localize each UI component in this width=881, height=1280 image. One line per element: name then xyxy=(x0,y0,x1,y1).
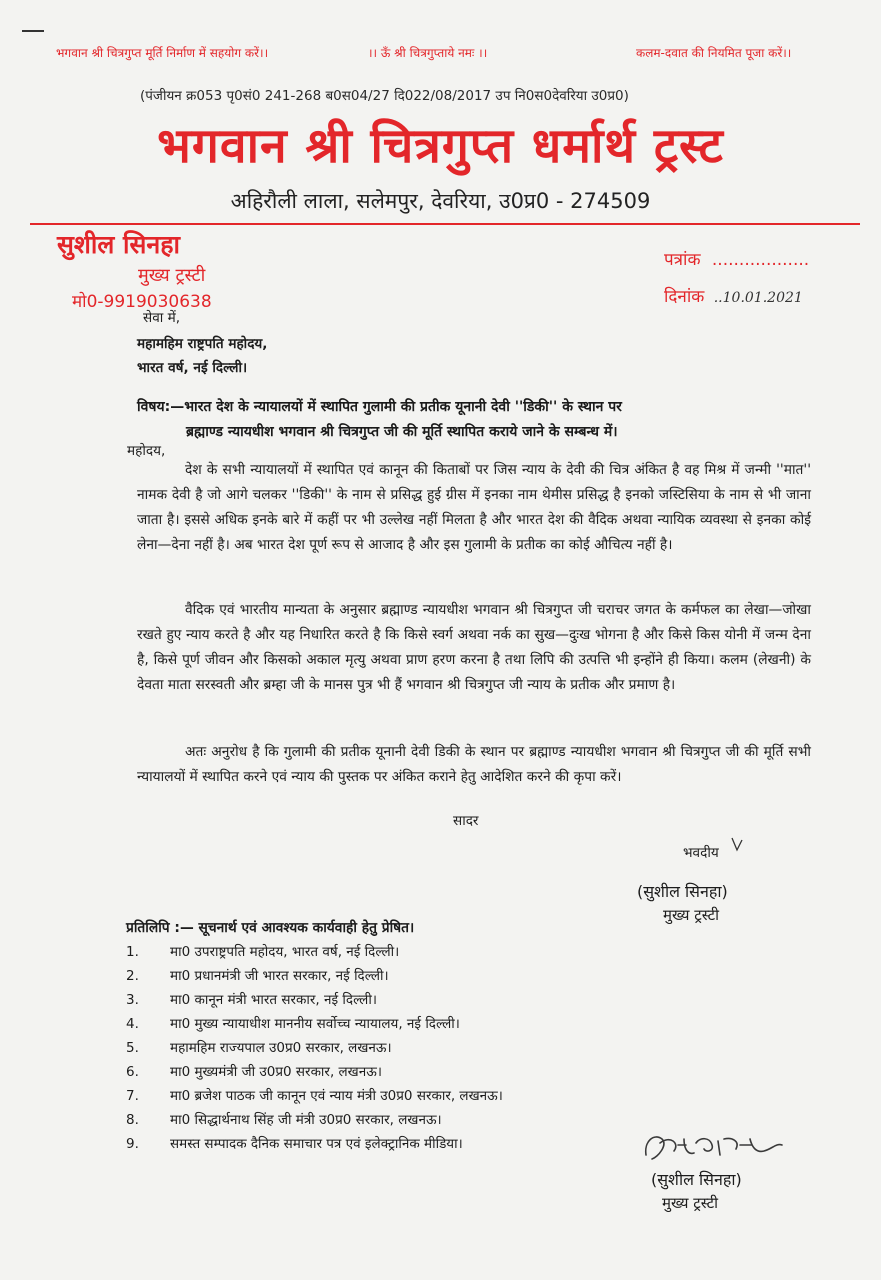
greeting: महोदय, xyxy=(127,443,166,459)
trust-address: अहिरौली लाला, सलेमपुर, देवरिया, उ0प्र0 - 274509 xyxy=(230,189,651,213)
yours-faithfully: भवदीय xyxy=(683,845,719,861)
date-field xyxy=(664,284,803,307)
list-item xyxy=(126,1110,442,1128)
salutation-to: सेवा में, xyxy=(143,310,181,326)
item-number: 3. xyxy=(126,992,139,1008)
list-item xyxy=(126,1134,463,1152)
signer-designation-2: मुख्य ट्रस्टी xyxy=(662,1194,719,1212)
item-text: मा0 प्रधानमंत्री जी भारत सरकार, नई दिल्ली। xyxy=(170,968,389,984)
item-number: 4. xyxy=(126,1016,139,1032)
item-number: 2. xyxy=(126,968,139,984)
tagline-right: कलम-दवात की नियमित पूजा करें।। xyxy=(636,46,792,60)
recipient-line2: भारत वर्ष, नई दिल्ली। xyxy=(137,360,248,376)
item-text: मा0 कानून मंत्री भारत सरकार, नई दिल्ली। xyxy=(170,992,377,1008)
list-item xyxy=(126,1014,460,1032)
item-text: मा0 मुख्य न्यायाधीश माननीय सर्वोच्च न्यायालय, नई दिल्ली। xyxy=(170,1016,460,1032)
item-text: मा0 सिद्धार्थनाथ सिंह जी मंत्री उ0प्र0 सरकार, लखनऊ। xyxy=(170,1112,442,1128)
paragraph-2: वैदिक एवं भारतीय मान्यता के अनुसार ब्रह्माण्ड न्यायधीश भगवान श्री चित्रगुप्त जी चराचर जगत के कर्मफल का लेखा—जोखा रखते हुए न्याय करते है और यह निधारित करते है कि किसे स्वर्ग अथवा नर्क का सुख—दुःख भोगना है और किसे किस योनी में जन्म देना है, किसे पूर्ण जीवन और किसको अकाल मृत्यु अथवा प्राण हरण करना है तथा लिपि की उत्पत्ति भी इन्होंने ही किया। कलम (लेखनी) के देवता माता सरस्वती और ब्रम्हा जी के मानस पुत्र भी हैं भगवान श्री चित्रगुप्त जी न्याय के प्रतीक और प्रमाण है। xyxy=(137,602,811,693)
trust-name: भगवान श्री चित्रगुप्त धर्मार्थ ट्रस्ट xyxy=(157,118,724,174)
item-number: 7. xyxy=(126,1088,139,1104)
list-item xyxy=(126,1038,392,1056)
item-text: मा0 मुख्यमंत्री जी उ0प्र0 सरकार, लखनऊ। xyxy=(170,1064,382,1080)
paragraph-1: देश के सभी न्यायालयों में स्थापित एवं कानून की किताबों पर जिस न्याय के देवी की चित्र अंकित है वह मिश्र में जन्मी ''मात'' नामक देवी है जो आगे चलकर ''डिकी'' के नाम से प्रसिद्ध हुई ग्रीस में इनका नाम थेमीस प्रसिद्ध है इनको जस्टिसिया के नाम से भी जाना जाता है। इससे अधिक इनके बारे में कहीं पर भी उल्लेख नहीं मिलता है और भारत देश की वैदिक अथवा न्यायिक व्यवस्था से इनका कोई लेना—देना नहीं है। अब भारत देश पूर्ण रूप से आजाद है और इस गुलामी के प्रतीक का कोई औचित्य नहीं है। xyxy=(137,462,811,553)
handwritten-signature-icon xyxy=(640,1125,790,1167)
signer-name-2: (सुशील सिनहा) xyxy=(651,1170,742,1189)
ref-field xyxy=(664,247,809,270)
paragraph-3: अतः अनुरोध है कि गुलामी की प्रतीक यूनानी देवी डिकी के स्थान पर ब्रह्माण्ड न्यायधीश भगवान श्री चित्रगुप्त जी की मूर्ति सभी न्यायालयों में स्थापित करने एवं न्याय की पुस्तक पर अंकित कराने हेतु आदेशित करने की कृपा करें। xyxy=(137,744,811,785)
item-number: 6. xyxy=(126,1064,139,1080)
registration-line: (पंजीयन क्र053 पृ0सं0 241-268 ब0स04/27 दि022/08/2017 उप नि0स0देवरिया उ0प्र0) xyxy=(140,88,629,104)
item-number: 1. xyxy=(126,944,139,960)
list-item xyxy=(126,966,389,984)
signature-tick-icon xyxy=(730,836,744,852)
ref-value: .................. xyxy=(711,250,810,270)
copy-heading: प्रतिलिपि :— सूचनार्थ एवं आवश्यक कार्यवाही हेतु प्रेषित। xyxy=(126,920,415,936)
tagline-center: ।। ऊँ श्री चित्रगुप्ताये नमः ।। xyxy=(368,46,488,60)
tagline-left: भगवान श्री चित्रगुप्त मूर्ति निर्माण में सहयोग करें।। xyxy=(56,46,269,60)
list-item xyxy=(126,990,377,1008)
date-label: दिनांक xyxy=(664,287,705,307)
item-text: मा0 ब्रजेश पाठक जी कानून एवं न्याय मंत्री उ0प्र0 सरकार, लखनऊ। xyxy=(170,1088,503,1104)
list-item xyxy=(126,942,399,960)
item-text: समस्त सम्पादक दैनिक समाचार पत्र एवं इलेक्ट्रानिक मीडिया। xyxy=(170,1136,463,1152)
head-trustee-name: सुशील सिनहा xyxy=(57,230,181,259)
item-text: महामहिम राज्यपाल उ0प्र0 सरकार, लखनऊ। xyxy=(170,1040,392,1056)
signer-name: (सुशील सिनहा) xyxy=(637,882,728,901)
list-item xyxy=(126,1086,503,1104)
ref-label: पत्रांक xyxy=(664,250,701,270)
recipient-line1: महामहिम राष्ट्रपति महोदय, xyxy=(137,336,268,352)
date-value: ..10.01.2021 xyxy=(713,290,803,306)
signer-designation: मुख्य ट्रस्टी xyxy=(663,906,720,924)
head-trustee-designation: मुख्य ट्रस्टी xyxy=(138,265,206,286)
subject-line2: ब्रह्माण्ड न्यायधीश भगवान श्री चित्रगुप्त जी की मूर्ति स्थापित कराये जाने के सम्बन्ध में। xyxy=(186,424,618,440)
corner-mark xyxy=(22,30,44,32)
item-number: 9. xyxy=(126,1136,139,1152)
header-divider xyxy=(30,223,860,225)
item-text: मा0 उपराष्ट्रपति महोदय, भारत वर्ष, नई दिल्ली। xyxy=(170,944,400,960)
list-item xyxy=(126,1062,382,1080)
subject-line1: विषय:—भारत देश के न्यायालयों में स्थापित गुलामी की प्रतीक यूनानी देवी ''डिकी'' के स्थान पर xyxy=(137,399,622,415)
item-number: 8. xyxy=(126,1112,139,1128)
closing: सादर xyxy=(453,813,479,829)
item-number: 5. xyxy=(126,1040,139,1056)
head-trustee-phone: मो0-9919030638 xyxy=(72,292,212,312)
